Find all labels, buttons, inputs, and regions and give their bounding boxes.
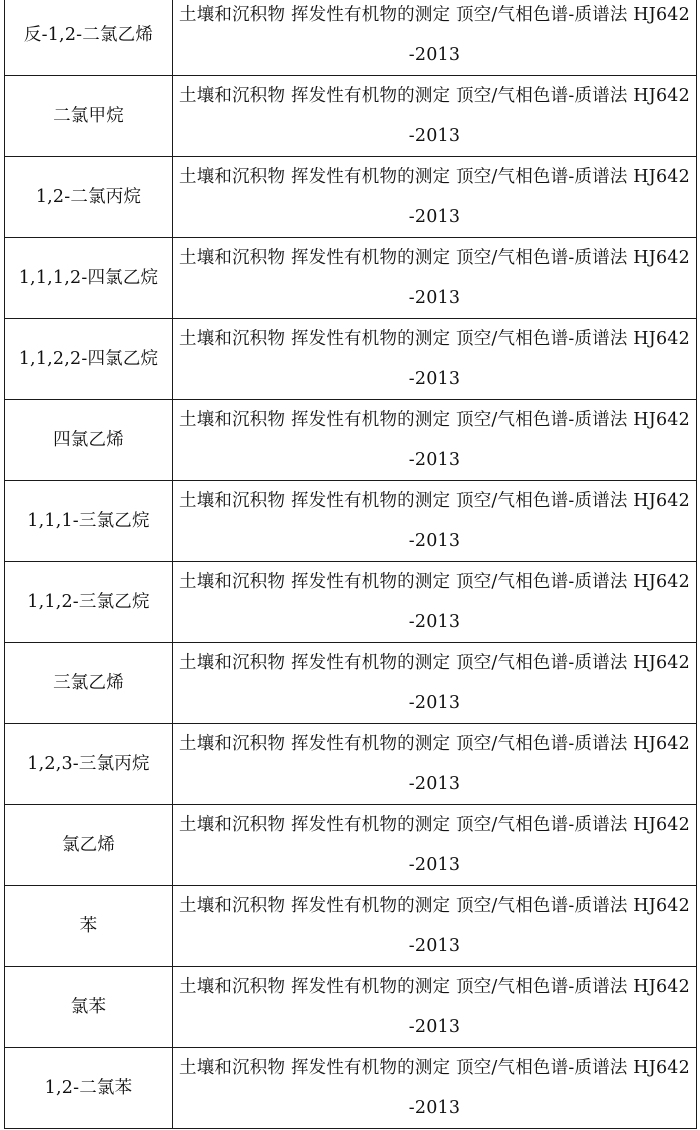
compound-cell: 苯: [5, 886, 173, 967]
compound-cell: 氯苯: [5, 967, 173, 1048]
compound-cell: 1,1,1-三氯乙烷: [5, 481, 173, 562]
method-cell: 土壤和沉积物 挥发性有机物的测定 顶空/气相色谱-质谱法 HJ642-2013: [173, 805, 697, 886]
compound-cell: 三氯乙烯: [5, 643, 173, 724]
method-cell: 土壤和沉积物 挥发性有机物的测定 顶空/气相色谱-质谱法 HJ642-2013: [173, 967, 697, 1048]
method-cell: 土壤和沉积物 挥发性有机物的测定 顶空/气相色谱-质谱法 HJ642-2013: [173, 238, 697, 319]
compound-cell: 1,1,2,2-四氯乙烷: [5, 319, 173, 400]
method-cell: 土壤和沉积物 挥发性有机物的测定 顶空/气相色谱-质谱法 HJ642-2013: [173, 886, 697, 967]
table-row: [5, 967, 697, 1048]
table-row: [5, 1048, 697, 1129]
table-row: [5, 76, 697, 157]
compound-cell: 四氯乙烯: [5, 400, 173, 481]
method-cell: 土壤和沉积物 挥发性有机物的测定 顶空/气相色谱-质谱法 HJ642-2013: [173, 724, 697, 805]
compound-cell: 1,2-二氯丙烷: [5, 157, 173, 238]
compound-cell: 1,1,1,2-四氯乙烷: [5, 238, 173, 319]
table-row: [5, 886, 697, 967]
table-row: [5, 157, 697, 238]
method-cell: 土壤和沉积物 挥发性有机物的测定 顶空/气相色谱-质谱法 HJ642-2013: [173, 562, 697, 643]
table-row: [5, 238, 697, 319]
method-cell: 土壤和沉积物 挥发性有机物的测定 顶空/气相色谱-质谱法 HJ642-2013: [173, 0, 697, 76]
method-cell: 土壤和沉积物 挥发性有机物的测定 顶空/气相色谱-质谱法 HJ642-2013: [173, 400, 697, 481]
compound-cell: 1,2,3-三氯丙烷: [5, 724, 173, 805]
table-row: [5, 481, 697, 562]
compound-method-table: [4, 0, 697, 1129]
method-cell: 土壤和沉积物 挥发性有机物的测定 顶空/气相色谱-质谱法 HJ642-2013: [173, 643, 697, 724]
table-row: [5, 400, 697, 481]
table-row: [5, 562, 697, 643]
table-row: [5, 319, 697, 400]
method-cell: 土壤和沉积物 挥发性有机物的测定 顶空/气相色谱-质谱法 HJ642-2013: [173, 157, 697, 238]
compound-cell: 氯乙烯: [5, 805, 173, 886]
method-cell: 土壤和沉积物 挥发性有机物的测定 顶空/气相色谱-质谱法 HJ642-2013: [173, 76, 697, 157]
table-row: [5, 643, 697, 724]
method-cell: 土壤和沉积物 挥发性有机物的测定 顶空/气相色谱-质谱法 HJ642-2013: [173, 1048, 697, 1129]
table-body: [5, 0, 697, 1129]
compound-cell: 1,2-二氯苯: [5, 1048, 173, 1129]
table-row: [5, 724, 697, 805]
compound-cell: 二氯甲烷: [5, 76, 173, 157]
compound-cell: 1,1,2-三氯乙烷: [5, 562, 173, 643]
table-row: [5, 0, 697, 76]
method-cell: 土壤和沉积物 挥发性有机物的测定 顶空/气相色谱-质谱法 HJ642-2013: [173, 481, 697, 562]
compound-cell: 反-1,2-二氯乙烯: [5, 0, 173, 76]
table-row: [5, 805, 697, 886]
method-cell: 土壤和沉积物 挥发性有机物的测定 顶空/气相色谱-质谱法 HJ642-2013: [173, 319, 697, 400]
